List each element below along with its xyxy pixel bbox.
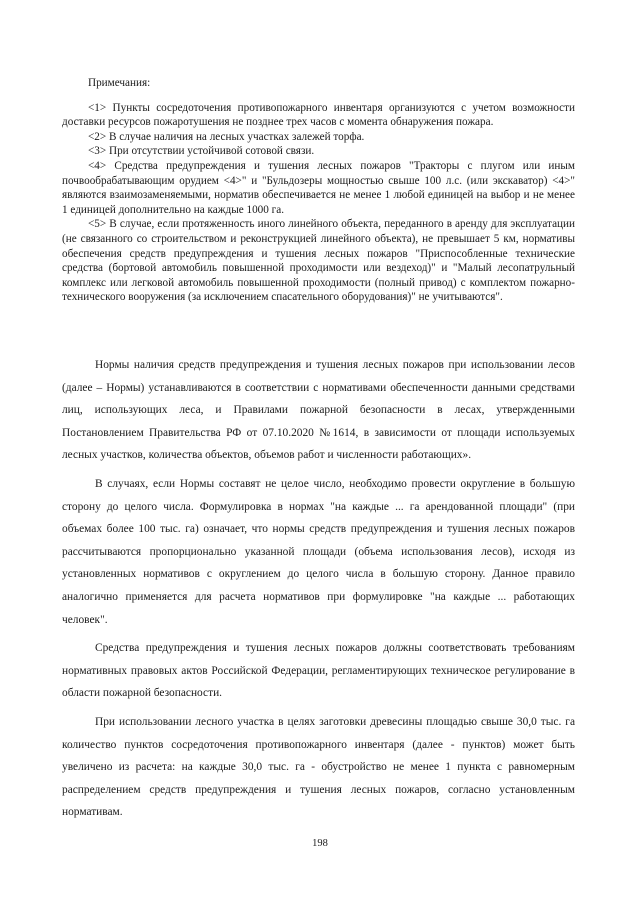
paragraph-rounding: В случаях, если Нормы составят не целое число, необходимо провести округление в большую сторону до целого числа. Формулировка в нормах "на каждые ... га арендованной площади" (при объемах более 100 тыс. га) означает, что нормы средств предупреждения и тушения лесных пожаров рассчитываются пропорционально указанной площади (объема использования лесов), исходя из установленных нормативов с округлением до целого числа в большую сторону. Данное правило аналогично применяется для расчета нормативов при формулировке "на каждые ... работающих человек".	[62, 477, 575, 626]
paragraph-norms: Нормы наличия средств предупреждения и тушения лесных пожаров при использовании лесов (далее – Нормы) устанавливаются в соответствии с нормативами обеспеченности данными средствами лиц, использующих леса, и Правилами пожарной безопасности в лесах, утвержденными Постановлением Правительства РФ от 07.10.2020 №1614, в зависимости от площади используемых лесных участков, количества объектов, объемов работ и численности работающих».	[62, 359, 575, 462]
body-text	[62, 354, 575, 830]
notes-section	[62, 76, 575, 305]
note-3: <3> При отсутствии устойчивой сотовой связи.	[88, 145, 315, 158]
page-number: 198	[312, 838, 328, 849]
note-5: <5> В случае, если протяженность иного линейного объекта, переданного в аренду для эксплуатации (не связанного со строительством и реконструкцией линейного объекта), не превышает 5 км, нормативы обеспечения средств предупреждения и тушения лесных пожаров "Приспособленные технические средства (бортовой автомобиль повышенной проходимости или вездеход)" и "Малый лесопатрульный комплекс или легковой автомобиль повышенной проходимости (полный привод) с комплектом пожарно-технического вооружения (за исключением спасательного оборудования)" не учитываются".	[62, 218, 575, 304]
paragraph-points: При использовании лесного участка в целях заготовки древесины площадью свыше 30,0 тыс. га количество пунктов сосредоточения противопожарного инвентаря (далее - пунктов) может быть увеличено из расчета: на каждые 30,0 тыс. га - обустройство не менее 1 пункта с равномерным распределением средств предупреждения и тушения лесных пожаров, согласно установленным нормативам.	[62, 715, 575, 819]
note-2: <2> В случае наличия на лесных участках залежей торфа.	[88, 130, 365, 143]
note-1: <1> Пункты сосредоточения противопожарного инвентаря организуются с учетом возможности доставки ресурсов пожаротушения не позднее трех часов с момента обнаружения пожара.	[62, 101, 575, 129]
notes-heading: Примечания:	[88, 77, 151, 89]
note-4: <4> Средства предупреждения и тушения лесных пожаров "Тракторы с плугом или иным почвообрабатывающим орудием <4>" и "Бульдозеры мощностью свыше 100 л.с. (или экскаватор) <4>" являются взаимозаменяемыми, норматив обеспечивается не менее 1 любой единицей на выбор и не менее 1 единицей дополнительно на каждые 1000 га.	[62, 159, 575, 216]
paragraph-requirements: Средства предупреждения и тушения лесных пожаров должны соответствовать требованиям нормативных правовых актов Российской Федерации, регламентирующих техническое регулирование в области пожарной безопасности.	[62, 642, 575, 700]
